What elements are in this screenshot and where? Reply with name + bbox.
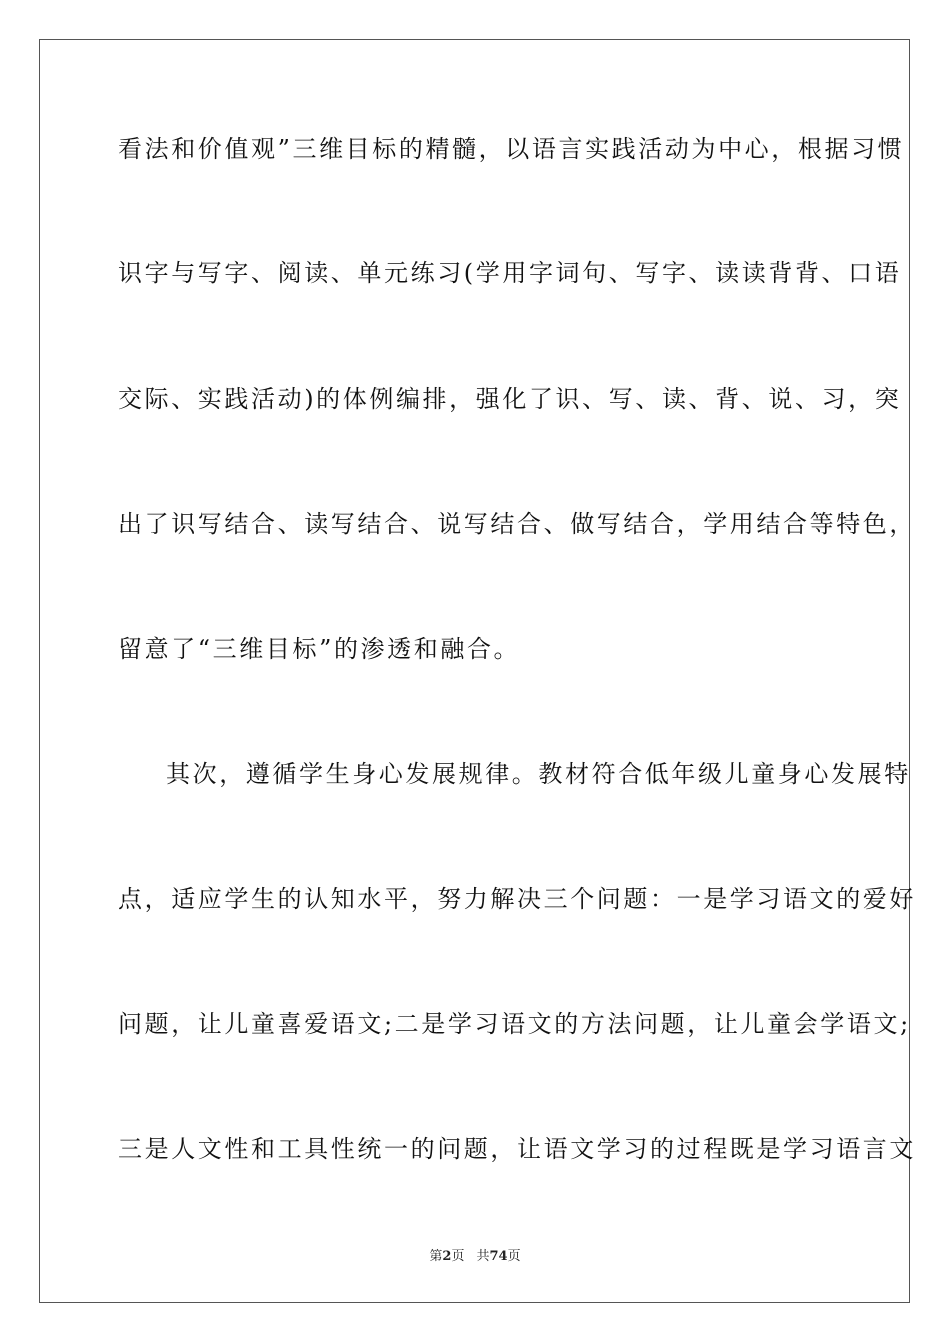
text-line-5: 留意了“三维目标”的渗透和融合。 <box>118 635 521 663</box>
text-line-2: 识字与写字、阅读、单元练习(学用字词句、写字、读读背背、口语 <box>118 259 902 287</box>
text-line-7: 点，适应学生的认知水平，努力解决三个问题：一是学习语文的爱好 <box>118 885 916 913</box>
page-border <box>39 39 916 1303</box>
page-footer <box>0 1248 950 1266</box>
total-prefix: 共 <box>476 1249 490 1264</box>
text-line-3: 交际、实践活动)的体例编排，强化了识、写、读、背、说、习，突 <box>118 385 902 413</box>
text-line-1: 看法和价值观”三维目标的精髓，以语言实践活动为中心，根据习惯 <box>118 135 905 163</box>
text-line-4: 出了识写结合、读写结合、说写结合、做写结合，学用结合等特色， <box>118 510 916 538</box>
page-number: 2 <box>442 1249 452 1264</box>
page-prefix: 第 <box>429 1249 443 1264</box>
text-line-9: 三是人文性和工具性统一的问题，让语文学习的过程既是学习语言文 <box>118 1135 916 1163</box>
text-line-8: 问题，让儿童喜爱语文;二是学习语文的方法问题，让儿童会学语文; <box>118 1010 911 1038</box>
page-suffix: 页 <box>451 1249 465 1264</box>
total-suffix: 页 <box>507 1249 521 1264</box>
total-pages: 74 <box>489 1249 508 1264</box>
paragraph-2-first-line: 其次，遵循学生身心发展规律。教材符合低年级儿童身心发展特 <box>166 760 911 788</box>
